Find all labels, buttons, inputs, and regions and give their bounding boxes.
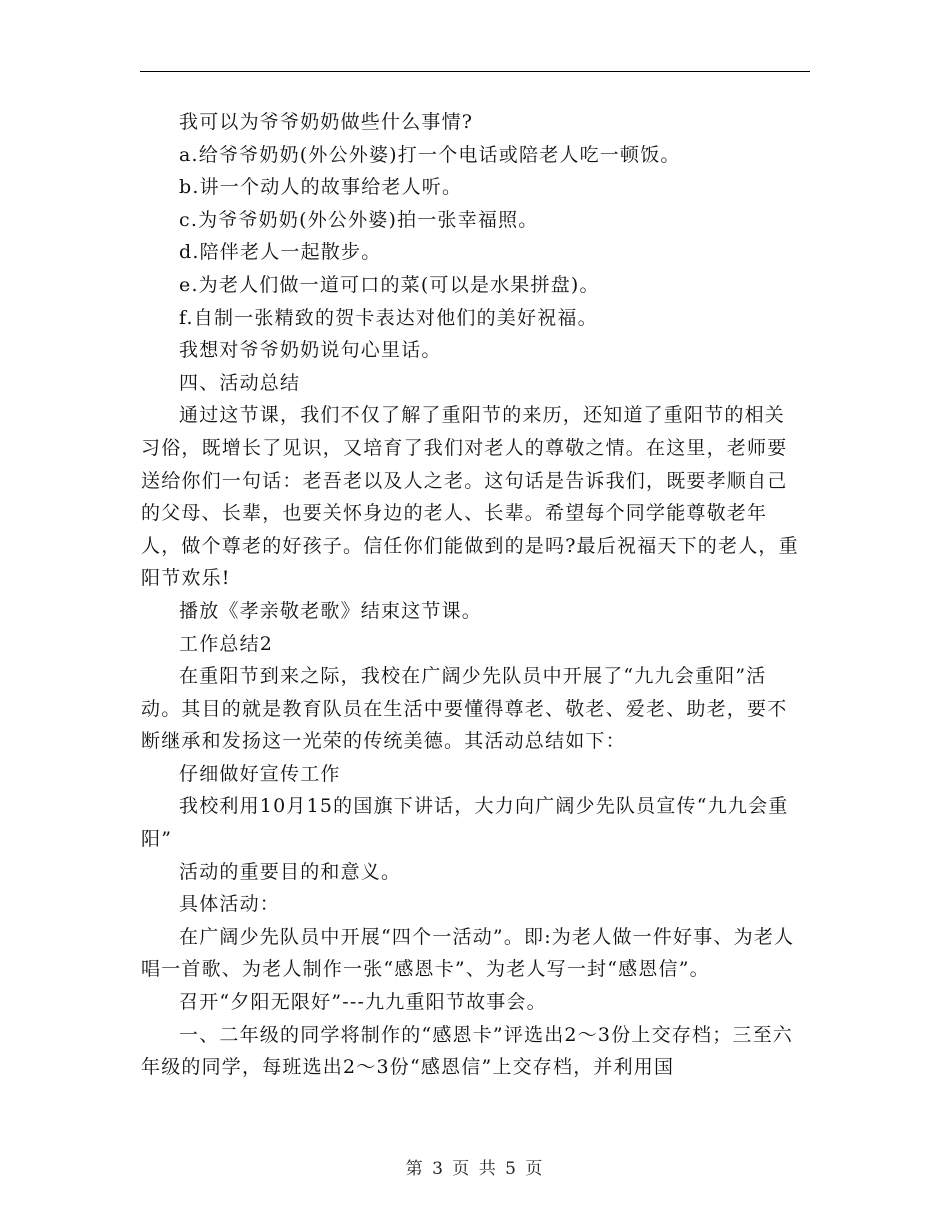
paragraph-heart-words: 我想对爷爷奶奶说句心里话。 <box>179 339 442 362</box>
list-item-d: d.陪伴老人一起散步。 <box>179 241 382 264</box>
section-heading-work-summary-2: 工作总结2 <box>179 632 274 655</box>
list-item-c: c.为爷爷奶奶(外公外婆)拍一张幸福照。 <box>179 208 539 231</box>
section-heading-summary: 四、活动总结 <box>179 371 301 394</box>
paragraph-activity-intro: 在重阳节到来之际，我校在广阔少先队员中开展了“九九会重阳”活动。其目的就是教育队员在生活中要懂得尊老、敬老、爱老、助老，要不断继承和发扬这一光荣的传统美德。其活动总结如下： <box>141 665 788 753</box>
list-item-a: a.给爷爷奶奶(外公外婆)打一个电话或陪老人吃一顿饭。 <box>179 143 681 166</box>
list-item-f: f.自制一张精致的贺卡表达对他们的美好祝福。 <box>179 306 598 329</box>
list-item-b: b.讲一个动人的故事给老人听。 <box>179 176 463 199</box>
page-number-footer: 第 3 页 共 5 页 <box>405 1159 545 1179</box>
subheading-specific-activities: 具体活动： <box>179 893 281 916</box>
paragraph-summary: 通过这节课，我们不仅了解了重阳节的来历，还知道了重阳节的相关习俗，既增长了见识，又培育了我们对老人的尊敬之情。在这里，老师要送给你们一句话：老吾老以及人之老。这句话是告诉我们，既要孝顺自己的父母、长辈，也要关怀身边的老人、长辈。希望每个同学能尊敬老年人，做个尊老的好孩子。信任你们能做到的是吗?最后祝福天下的老人，重阳节欢乐! <box>141 404 799 590</box>
paragraph-question: 我可以为爷爷奶奶做些什么事情? <box>179 111 474 133</box>
paragraph-purpose: 活动的重要目的和意义。 <box>179 860 402 883</box>
paragraph-four-activities: 在广阔少先队员中开展“四个一活动”。即:为老人做一件好事、为老人唱一首歌、为老人制作一张“感恩卡”、为老人写一封“感恩信”。 <box>141 925 795 981</box>
subheading-publicity: 仔细做好宣传工作 <box>179 762 341 785</box>
paragraph-flag-speech: 我校利用10月15的国旗下讲话，大力向广阔少先队员宣传“九九会重阳” <box>141 795 789 851</box>
document-body <box>141 106 801 1084</box>
paragraph-song: 播放《孝亲敬老歌》结束这节课。 <box>179 599 483 622</box>
paragraph-grades: 一、二年级的同学将制作的“感恩卡”评选出2～3份上交存档；三至六年级的同学，每班选出2～3份“感恩信”上交存档，并利用国 <box>141 1023 794 1079</box>
header-rule <box>140 71 810 72</box>
list-item-e: e.为老人们做一道可口的菜(可以是水果拼盘)。 <box>179 273 600 296</box>
paragraph-story-meeting: 召开“夕阳无限好”---九九重阳节故事会。 <box>179 991 547 1014</box>
